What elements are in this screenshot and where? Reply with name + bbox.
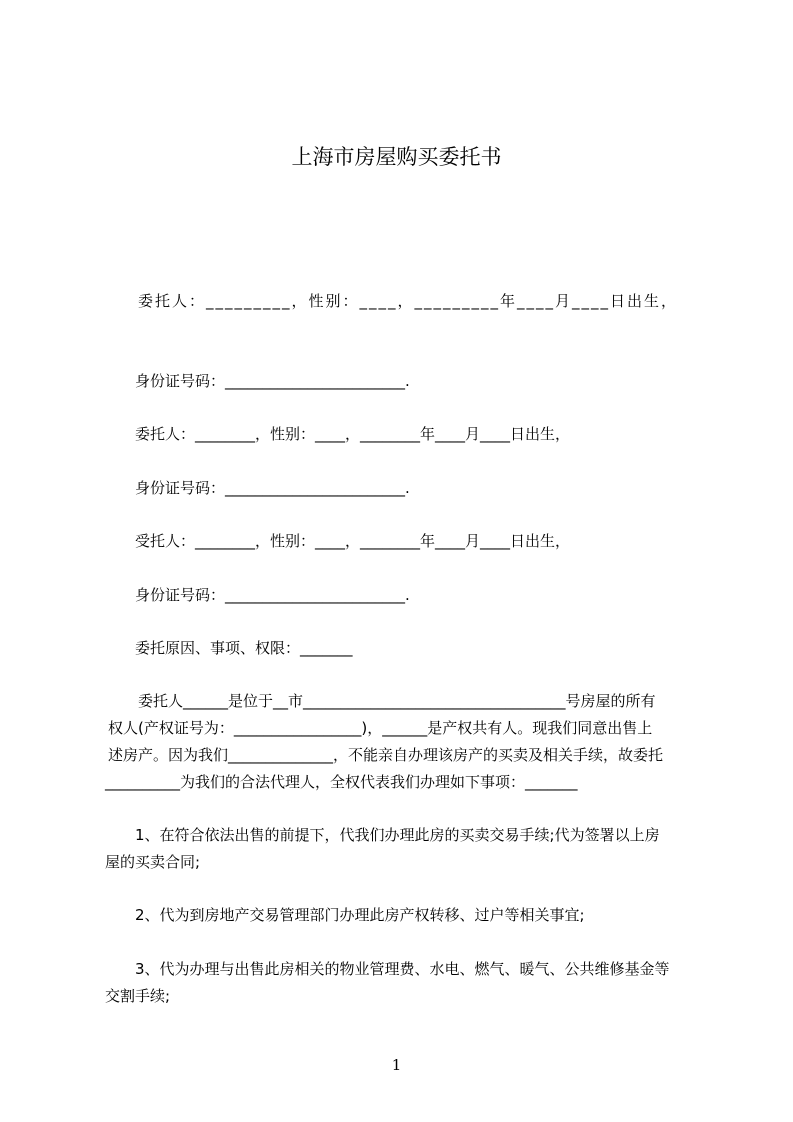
principal-1-id-number: 身份证号码：________________________. <box>135 372 410 390</box>
paragraph-line: __________为我们的合法代理人，全权代表我们办理如下事项：_______ <box>105 773 578 791</box>
list-item-1-line-2: 屋的买卖合同; <box>105 853 201 871</box>
principal-2-info: 委托人：________，性别：____，________年____月____日出生， <box>135 425 571 443</box>
list-item-2: 2、代为到房地产交易管理部门办理此房产权转移、过户等相关事宜; <box>135 906 585 924</box>
document-title: 上海市房屋购买委托书 <box>291 145 502 169</box>
list-item-3-line-2: 交割手续; <box>105 987 171 1005</box>
principal-2-id-number: 身份证号码：________________________. <box>135 479 410 497</box>
principal-1-info: 委托人：_________，性别：____，_________年____月____日出生， <box>138 292 679 310</box>
page-number: 1 <box>391 1056 402 1074</box>
entrustment-scope: 委托原因、事项、权限：_______ <box>135 639 353 657</box>
paragraph-line: 述房产。因为我们______________，不能亲自办理该房产的买卖及相关手续，故委托 <box>108 746 664 764</box>
list-item-1-line-1: 1、在符合依法出售的前提下，代我们办理此房的买卖交易手续;代为签署以上房 <box>135 826 660 844</box>
paragraph-line: 权人(产权证号为：_________________)，______是产权共有人。现我们同意出售上 <box>108 719 653 737</box>
agent-id-number: 身份证号码：________________________. <box>135 586 410 604</box>
paragraph-line: 委托人______是位于__市___________________________________号房屋的所有 <box>138 692 656 710</box>
list-item-3-line-1: 3、代为办理与出售此房相关的物业管理费、水电、燃气、暖气、公共维修基金等 <box>135 960 670 978</box>
agent-info: 受托人：________，性别：____，________年____月____日出生， <box>135 532 571 550</box>
